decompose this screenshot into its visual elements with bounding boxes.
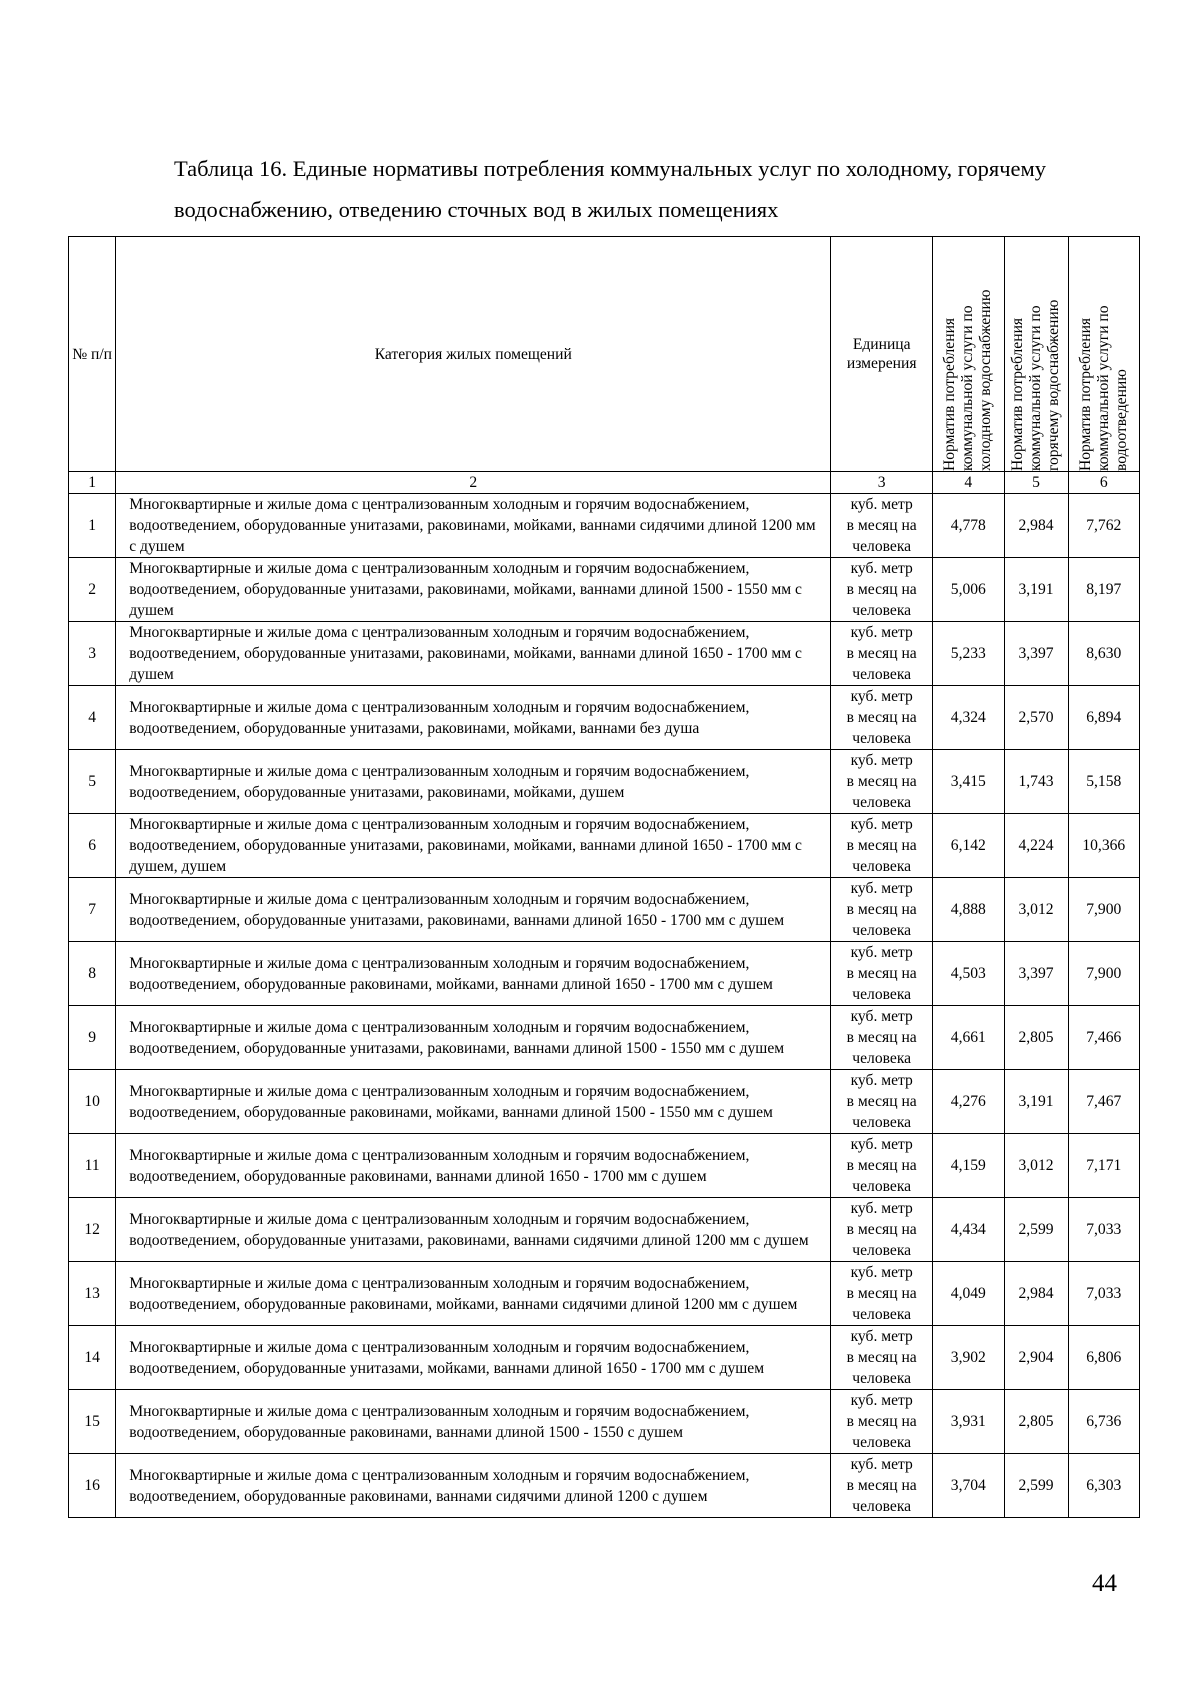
row-number: 16: [69, 1454, 116, 1518]
consumption-norms-table: [68, 236, 1140, 1518]
row-cold-water-norm: 4,276: [933, 1070, 1004, 1134]
row-unit-line: куб. метр: [850, 1392, 913, 1409]
row-unit-line: человека: [852, 730, 912, 747]
row-drainage-norm: 7,762: [1068, 494, 1139, 558]
row-cold-water-norm: 6,142: [933, 814, 1004, 878]
row-unit: [831, 1070, 933, 1134]
row-unit-line: куб. метр: [850, 1008, 913, 1025]
row-unit-line: человека: [852, 602, 912, 619]
row-category: Многоквартирные и жилые дома с централизованным холодным и горячим водоснабжением, водоотведением, оборудованные унитазами, раковинами, ваннами длиной 1500 - 1550 мм с душем: [116, 1006, 831, 1070]
row-unit-line: куб. метр: [850, 752, 913, 769]
row-drainage-norm: 5,158: [1068, 750, 1139, 814]
row-category: Многоквартирные и жилые дома с централизованным холодным и горячим водоснабжением, водоотведением, оборудованные унитазами, раковинами, мойками, ваннами длиной 1650 - 1700 мм с душем, душем: [116, 814, 831, 878]
row-unit-line: в месяц на: [846, 1477, 917, 1494]
page-number: 44: [1092, 1570, 1117, 1597]
row-drainage-norm: 10,366: [1068, 814, 1139, 878]
header-drainage-norm-text: Норматив потребления коммунальной услуги по водоотведению: [1076, 305, 1130, 471]
table-row: [69, 686, 1140, 750]
table-row: [69, 1006, 1140, 1070]
row-category: Многоквартирные и жилые дома с централизованным холодным и горячим водоснабжением, водоотведением, оборудованные унитазами, раковинами, мойками, ваннами длиной 1650 - 1700 мм с душем: [116, 622, 831, 686]
row-category: Многоквартирные и жилые дома с централизованным холодным и горячим водоснабжением, водоотведением, оборудованные раковинами, ваннами длиной 1500 - 1550 с душем: [116, 1390, 831, 1454]
row-cold-water-norm: 4,778: [933, 494, 1004, 558]
table-row: [69, 494, 1140, 558]
row-category: Многоквартирные и жилые дома с централизованным холодным и горячим водоснабжением, водоотведением, оборудованные раковинами, мойками, ваннами сидячими длиной 1200 мм с душем: [116, 1262, 831, 1326]
row-cold-water-norm: 4,661: [933, 1006, 1004, 1070]
row-unit: [831, 942, 933, 1006]
row-hot-water-norm: 3,012: [1004, 1134, 1068, 1198]
row-number: 10: [69, 1070, 116, 1134]
row-hot-water-norm: 2,984: [1004, 1262, 1068, 1326]
row-number: 14: [69, 1326, 116, 1390]
row-number: 12: [69, 1198, 116, 1262]
row-number: 1: [69, 494, 116, 558]
row-unit-line: в месяц на: [846, 1349, 917, 1366]
row-drainage-norm: 7,900: [1068, 942, 1139, 1006]
table-body: [69, 494, 1140, 1518]
row-drainage-norm: 7,466: [1068, 1006, 1139, 1070]
row-category: Многоквартирные и жилые дома с централизованным холодным и горячим водоснабжением, водоотведением, оборудованные унитазами, раковинами, мойками, душем: [116, 750, 831, 814]
row-cold-water-norm: 3,415: [933, 750, 1004, 814]
row-number: 11: [69, 1134, 116, 1198]
table-row: [69, 1134, 1140, 1198]
row-unit-line: куб. метр: [850, 944, 913, 961]
row-unit: [831, 1454, 933, 1518]
row-hot-water-norm: 4,224: [1004, 814, 1068, 878]
row-drainage-norm: 6,303: [1068, 1454, 1139, 1518]
column-number: 2: [116, 472, 831, 494]
row-hot-water-norm: 3,012: [1004, 878, 1068, 942]
row-unit-line: в месяц на: [846, 965, 917, 982]
row-unit-line: человека: [852, 794, 912, 811]
row-number: 5: [69, 750, 116, 814]
row-unit-line: куб. метр: [850, 816, 913, 833]
row-cold-water-norm: 5,006: [933, 558, 1004, 622]
row-hot-water-norm: 2,599: [1004, 1454, 1068, 1518]
row-drainage-norm: 6,806: [1068, 1326, 1139, 1390]
row-drainage-norm: 7,033: [1068, 1262, 1139, 1326]
row-number: 15: [69, 1390, 116, 1454]
table-row: [69, 558, 1140, 622]
row-unit-line: в месяц на: [846, 901, 917, 918]
table-row: [69, 1326, 1140, 1390]
row-unit-line: в месяц на: [846, 1157, 917, 1174]
table-header-row: [69, 237, 1140, 472]
row-unit-line: человека: [852, 666, 912, 683]
table-row: [69, 1070, 1140, 1134]
row-cold-water-norm: 4,324: [933, 686, 1004, 750]
row-drainage-norm: 8,630: [1068, 622, 1139, 686]
row-unit-line: в месяц на: [846, 581, 917, 598]
row-unit-line: человека: [852, 1498, 912, 1515]
row-unit-line: человека: [852, 1306, 912, 1323]
row-unit-line: куб. метр: [850, 880, 913, 897]
row-unit: [831, 814, 933, 878]
table-caption-line-2: водоснабжению, отведению сточных вод в жилых помещениях: [174, 197, 779, 222]
row-unit-line: человека: [852, 858, 912, 875]
row-unit-line: человека: [852, 1114, 912, 1131]
row-drainage-norm: 7,171: [1068, 1134, 1139, 1198]
row-category: Многоквартирные и жилые дома с централизованным холодным и горячим водоснабжением, водоотведением, оборудованные раковинами, ваннами длиной 1650 - 1700 мм с душем: [116, 1134, 831, 1198]
row-unit: [831, 622, 933, 686]
row-hot-water-norm: 3,191: [1004, 558, 1068, 622]
row-category: Многоквартирные и жилые дома с централизованным холодным и горячим водоснабжением, водоотведением, оборудованные раковинами, мойками, ваннами длиной 1650 - 1700 мм с душем: [116, 942, 831, 1006]
header-number: № п/п: [69, 237, 116, 472]
row-unit: [831, 1262, 933, 1326]
row-unit: [831, 494, 933, 558]
header-hot-water-norm: [1004, 237, 1068, 472]
row-unit-line: в месяц на: [846, 773, 917, 790]
table-row: [69, 750, 1140, 814]
row-unit-line: человека: [852, 922, 912, 939]
row-category: Многоквартирные и жилые дома с централизованным холодным и горячим водоснабжением, водоотведением, оборудованные унитазами, мойками, ваннами длиной 1650 - 1700 мм с душем: [116, 1326, 831, 1390]
row-unit-line: куб. метр: [850, 1456, 913, 1473]
table-row: [69, 814, 1140, 878]
row-cold-water-norm: 3,704: [933, 1454, 1004, 1518]
row-unit: [831, 878, 933, 942]
row-unit-line: в месяц на: [846, 1029, 917, 1046]
row-unit-line: человека: [852, 1178, 912, 1195]
row-cold-water-norm: 3,902: [933, 1326, 1004, 1390]
row-hot-water-norm: 3,397: [1004, 942, 1068, 1006]
row-unit: [831, 1198, 933, 1262]
row-unit-line: куб. метр: [850, 1264, 913, 1281]
row-unit: [831, 1326, 933, 1390]
row-unit-line: человека: [852, 986, 912, 1003]
table-row: [69, 1390, 1140, 1454]
column-number-row: [69, 472, 1140, 494]
column-number: 4: [933, 472, 1004, 494]
header-category: Категория жилых помещений: [116, 237, 831, 472]
row-unit: [831, 686, 933, 750]
row-unit-line: человека: [852, 538, 912, 555]
header-cold-water-norm: [933, 237, 1004, 472]
row-hot-water-norm: 2,570: [1004, 686, 1068, 750]
row-drainage-norm: 7,467: [1068, 1070, 1139, 1134]
row-unit-line: в месяц на: [846, 709, 917, 726]
row-category: Многоквартирные и жилые дома с централизованным холодным и горячим водоснабжением, водоотведением, оборудованные унитазами, раковинами, мойками, ваннами сидячими длиной 1200 мм с душем: [116, 494, 831, 558]
header-drainage-norm: [1068, 237, 1139, 472]
column-number: 3: [831, 472, 933, 494]
row-category: Многоквартирные и жилые дома с централизованным холодным и горячим водоснабжением, водоотведением, оборудованные унитазами, раковинами, мойками, ваннами без душа: [116, 686, 831, 750]
row-number: 7: [69, 878, 116, 942]
row-hot-water-norm: 3,397: [1004, 622, 1068, 686]
table-row: [69, 942, 1140, 1006]
row-drainage-norm: 6,894: [1068, 686, 1139, 750]
row-cold-water-norm: 4,888: [933, 878, 1004, 942]
table-row: [69, 622, 1140, 686]
row-unit-line: человека: [852, 1370, 912, 1387]
row-unit-line: человека: [852, 1434, 912, 1451]
row-unit-line: куб. метр: [850, 688, 913, 705]
row-unit-line: в месяц на: [846, 517, 917, 534]
row-category: Многоквартирные и жилые дома с централизованным холодным и горячим водоснабжением, водоотведением, оборудованные унитазами, раковинами, ваннами сидячими длиной 1200 мм с душем: [116, 1198, 831, 1262]
row-unit-line: в месяц на: [846, 1093, 917, 1110]
row-cold-water-norm: 4,049: [933, 1262, 1004, 1326]
header-hot-water-norm-text: Норматив потребления коммунальной услуги по горячему водоснабжению: [1009, 299, 1063, 471]
row-hot-water-norm: 1,743: [1004, 750, 1068, 814]
row-unit-line: куб. метр: [850, 560, 913, 577]
row-unit-line: в месяц на: [846, 1221, 917, 1238]
row-unit-line: куб. метр: [850, 1328, 913, 1345]
row-unit-line: куб. метр: [850, 624, 913, 641]
row-number: 6: [69, 814, 116, 878]
row-hot-water-norm: 3,191: [1004, 1070, 1068, 1134]
row-number: 3: [69, 622, 116, 686]
row-number: 8: [69, 942, 116, 1006]
row-hot-water-norm: 2,599: [1004, 1198, 1068, 1262]
row-cold-water-norm: 3,931: [933, 1390, 1004, 1454]
row-unit: [831, 1006, 933, 1070]
row-category: Многоквартирные и жилые дома с централизованным холодным и горячим водоснабжением, водоотведением, оборудованные унитазами, раковинами, мойками, ваннами длиной 1500 - 1550 мм с душем: [116, 558, 831, 622]
table-caption-line-1: Таблица 16. Единые нормативы потребления коммунальных услуг по холодному, горячему: [174, 156, 1047, 181]
row-cold-water-norm: 4,159: [933, 1134, 1004, 1198]
row-drainage-norm: 6,736: [1068, 1390, 1139, 1454]
row-unit-line: в месяц на: [846, 1285, 917, 1302]
table-caption: [174, 148, 1134, 230]
row-unit-line: человека: [852, 1242, 912, 1259]
table-row: [69, 1454, 1140, 1518]
row-category: Многоквартирные и жилые дома с централизованным холодным и горячим водоснабжением, водоотведением, оборудованные раковинами, мойками, ваннами длиной 1500 - 1550 мм с душем: [116, 1070, 831, 1134]
table-row: [69, 1198, 1140, 1262]
row-unit-line: в месяц на: [846, 837, 917, 854]
row-unit-line: куб. метр: [850, 1200, 913, 1217]
row-number: 13: [69, 1262, 116, 1326]
row-drainage-norm: 8,197: [1068, 558, 1139, 622]
row-drainage-norm: 7,900: [1068, 878, 1139, 942]
row-unit-line: человека: [852, 1050, 912, 1067]
header-unit: Единица измерения: [831, 237, 933, 472]
header-cold-water-norm-text: Норматив потребления коммунальной услуги по холодному водоснабжению: [941, 289, 995, 471]
column-number: 6: [1068, 472, 1139, 494]
row-cold-water-norm: 4,503: [933, 942, 1004, 1006]
row-category: Многоквартирные и жилые дома с централизованным холодным и горячим водоснабжением, водоотведением, оборудованные раковинами, ваннами сидячими длиной 1200 с душем: [116, 1454, 831, 1518]
row-hot-water-norm: 2,904: [1004, 1326, 1068, 1390]
row-hot-water-norm: 2,984: [1004, 494, 1068, 558]
row-unit-line: куб. метр: [850, 1136, 913, 1153]
row-number: 9: [69, 1006, 116, 1070]
row-number: 2: [69, 558, 116, 622]
row-category: Многоквартирные и жилые дома с централизованным холодным и горячим водоснабжением, водоотведением, оборудованные унитазами, раковинами, ваннами длиной 1650 - 1700 мм с душем: [116, 878, 831, 942]
row-unit: [831, 558, 933, 622]
row-cold-water-norm: 4,434: [933, 1198, 1004, 1262]
row-unit: [831, 1390, 933, 1454]
row-hot-water-norm: 2,805: [1004, 1390, 1068, 1454]
table-row: [69, 1262, 1140, 1326]
row-unit-line: куб. метр: [850, 1072, 913, 1089]
row-unit: [831, 750, 933, 814]
column-number: 5: [1004, 472, 1068, 494]
row-unit-line: в месяц на: [846, 1413, 917, 1430]
row-unit: [831, 1134, 933, 1198]
row-number: 4: [69, 686, 116, 750]
row-hot-water-norm: 2,805: [1004, 1006, 1068, 1070]
table-row: [69, 878, 1140, 942]
row-cold-water-norm: 5,233: [933, 622, 1004, 686]
row-unit-line: в месяц на: [846, 645, 917, 662]
row-drainage-norm: 7,033: [1068, 1198, 1139, 1262]
row-unit-line: куб. метр: [850, 496, 913, 513]
column-number: 1: [69, 472, 116, 494]
